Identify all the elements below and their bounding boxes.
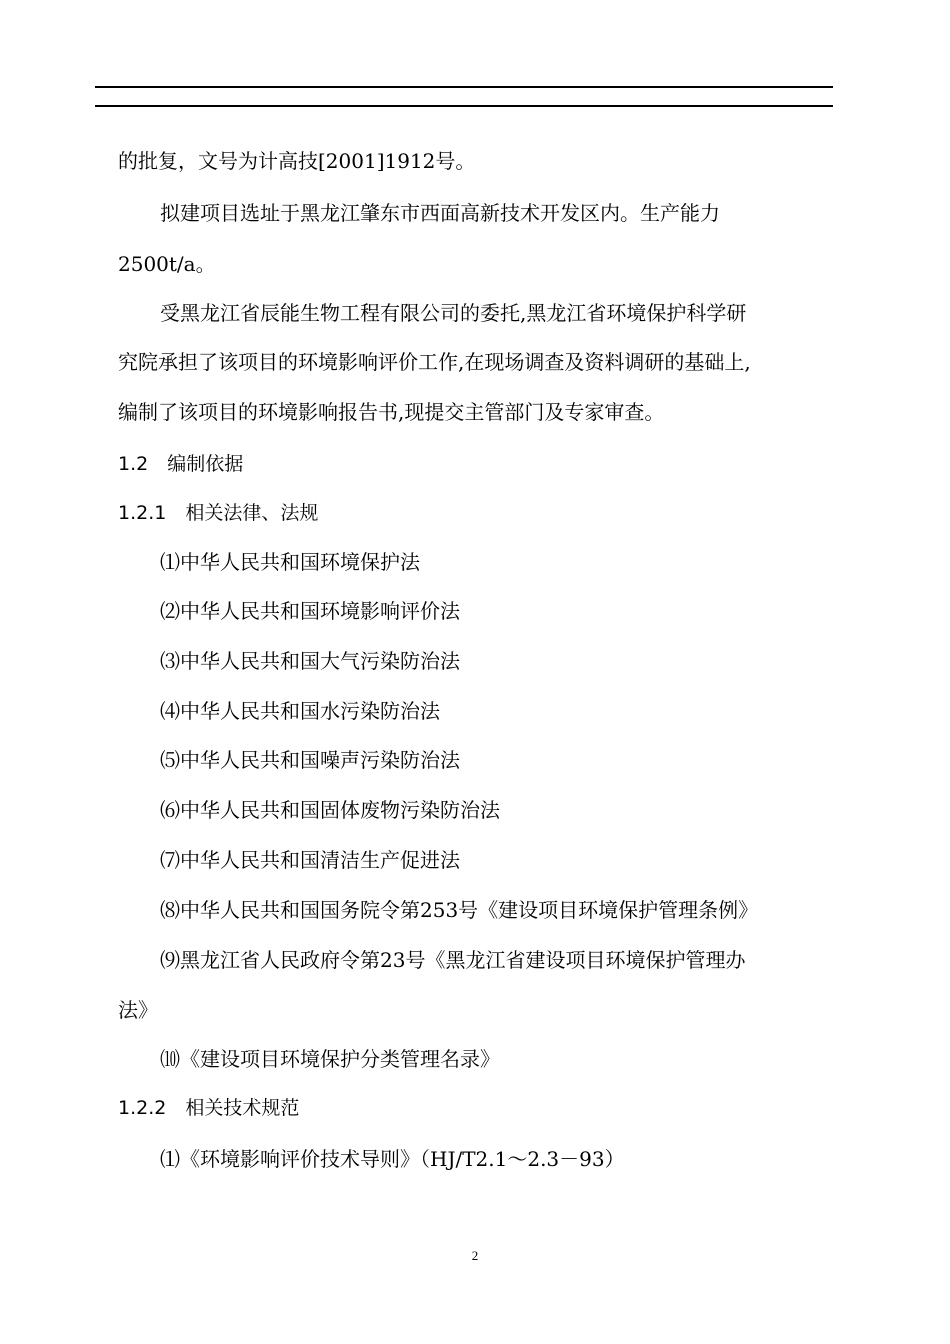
list-item: ⑹中华人民共和国固体废物污染防治法 <box>160 798 500 822</box>
section-heading-1-2: 1.2 编制依据 <box>118 453 244 475</box>
list-item: ⑺中华人民共和国清洁生产促进法 <box>160 848 460 872</box>
list-item: ⑽《建设项目环境保护分类管理名录》 <box>160 1047 500 1071</box>
list-item: ⑷中华人民共和国水污染防治法 <box>160 699 440 723</box>
paragraph-line: 编制了该项目的环境影响报告书,现提交主管部门及专家审查。 <box>118 400 665 424</box>
list-item: ⑸中华人民共和国噪声污染防治法 <box>160 748 460 772</box>
page-number: 2 <box>471 1248 479 1263</box>
list-item-continuation: 法》 <box>118 998 158 1022</box>
list-item: ⑻中华人民共和国国务院令第253号《建设项目环境保护管理条例》 <box>160 898 759 922</box>
list-item: ⑼黑龙江省人民政府令第23号《黑龙江省建设项目环境保护管理办 <box>160 948 746 972</box>
list-item: ⑶中华人民共和国大气污染防治法 <box>160 649 460 673</box>
paragraph-line: 拟建项目选址于黑龙江肇东市西面高新技术开发区内。生产能力 <box>160 201 720 225</box>
paragraph-line: 究院承担了该项目的环境影响评价工作,在现场调查及资料调研的基础上, <box>118 350 751 374</box>
list-item: ⑵中华人民共和国环境影响评价法 <box>160 599 460 623</box>
paragraph-line: 的批复，文号为计高技[2001]1912号。 <box>118 149 476 173</box>
list-item: ⑴中华人民共和国环境保护法 <box>160 550 420 574</box>
paragraph-line: 受黑龙江省辰能生物工程有限公司的委托,黑龙江省环境保护科学研 <box>160 301 747 325</box>
section-heading-1-2-2: 1.2.2 相关技术规范 <box>118 1097 300 1119</box>
paragraph-line: 2500t/a。 <box>118 252 216 276</box>
section-heading-1-2-1: 1.2.1 相关法律、法规 <box>118 502 319 524</box>
header-rule-top <box>95 86 833 88</box>
header-rule-bottom <box>95 105 833 107</box>
list-item: ⑴《环境影响评价技术导则》（HJ/T2.1～2.3－93） <box>160 1147 625 1171</box>
